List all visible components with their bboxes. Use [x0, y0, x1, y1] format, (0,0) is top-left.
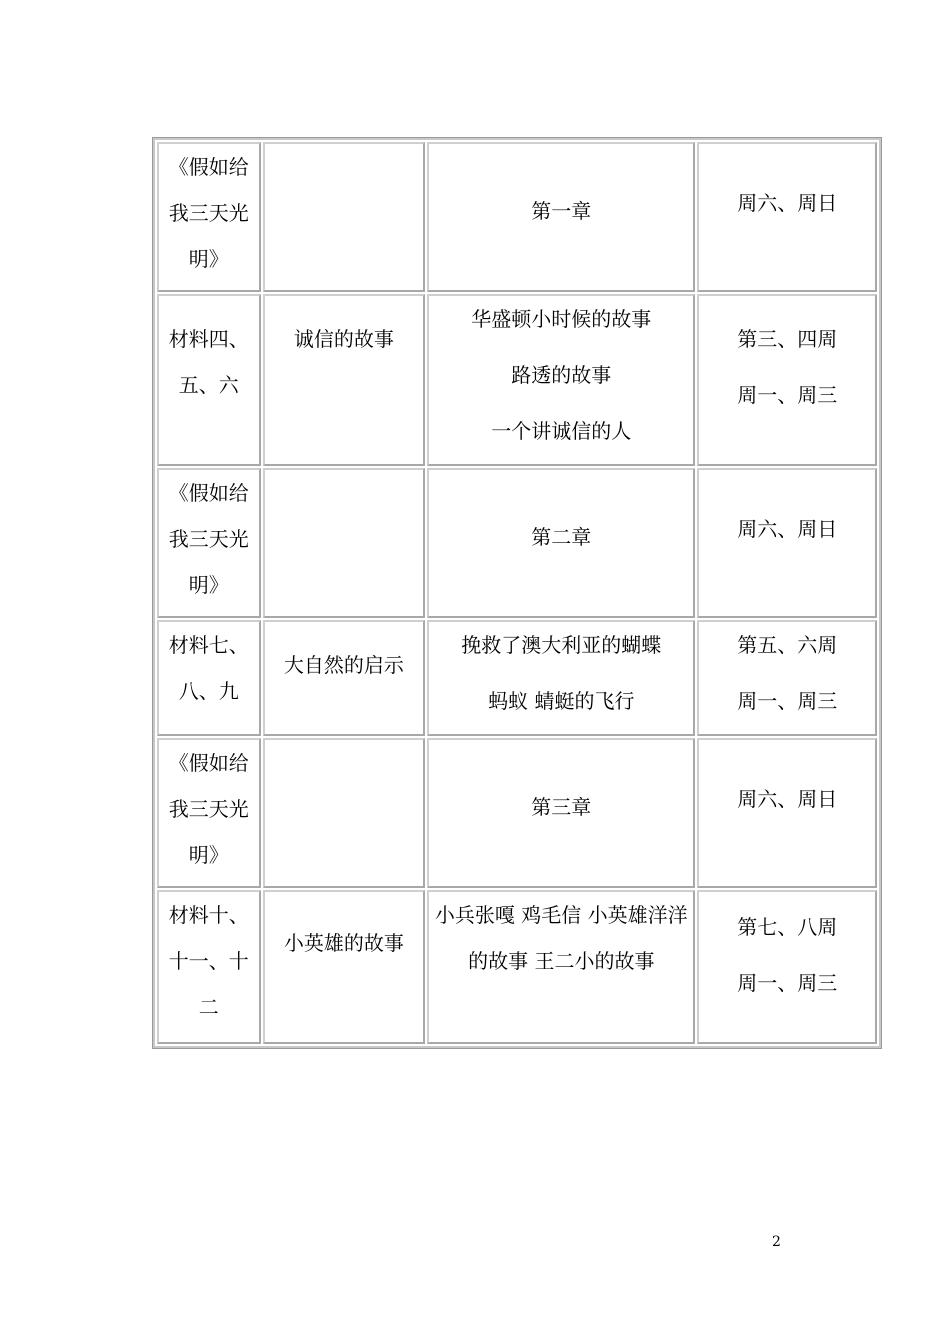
- content-cell: 小兵张嘎 鸡毛信 小英雄洋洋的故事 王二小的故事: [427, 890, 695, 1044]
- schedule-cell: 第五、六周 周一、周三: [697, 620, 877, 736]
- material-cell: 材料十、十一、十二: [157, 890, 261, 1044]
- schedule-cell: 周六、周日: [697, 142, 877, 292]
- table-row: [157, 890, 877, 1044]
- page-number: 2: [772, 1234, 781, 1250]
- material-cell: 材料七、八、九: [157, 620, 261, 736]
- content-cell: 第一章: [427, 142, 695, 292]
- content-cell: 第二章: [427, 468, 695, 618]
- schedule-cell: 周六、周日: [697, 738, 877, 888]
- topic-cell: 大自然的启示: [263, 620, 426, 736]
- topic-cell: [263, 142, 426, 292]
- content-cell: 第三章: [427, 738, 695, 888]
- topic-cell: [263, 738, 426, 888]
- reading-schedule-table: [153, 138, 881, 1048]
- schedule-cell: 第三、四周 周一、周三: [697, 294, 877, 466]
- topic-cell: 小英雄的故事: [263, 890, 426, 1044]
- table-row: [157, 620, 877, 736]
- table-row: [157, 294, 877, 466]
- table-row: [157, 142, 877, 292]
- material-cell: 《假如给我三天光明》: [157, 468, 261, 618]
- table-row: [157, 468, 877, 618]
- material-cell: 《假如给我三天光明》: [157, 142, 261, 292]
- topic-cell: [263, 468, 426, 618]
- topic-cell: 诚信的故事: [263, 294, 426, 466]
- material-cell: 材料四、五、六: [157, 294, 261, 466]
- table-row: [157, 738, 877, 888]
- material-cell: 《假如给我三天光明》: [157, 738, 261, 888]
- content-cell: 挽救了澳大利亚的蝴蝶 蚂蚁 蜻蜓的飞行: [427, 620, 695, 736]
- schedule-cell: 周六、周日: [697, 468, 877, 618]
- schedule-cell: 第七、八周 周一、周三: [697, 890, 877, 1044]
- content-cell: 华盛顿小时候的故事 路透的故事 一个讲诚信的人: [427, 294, 695, 466]
